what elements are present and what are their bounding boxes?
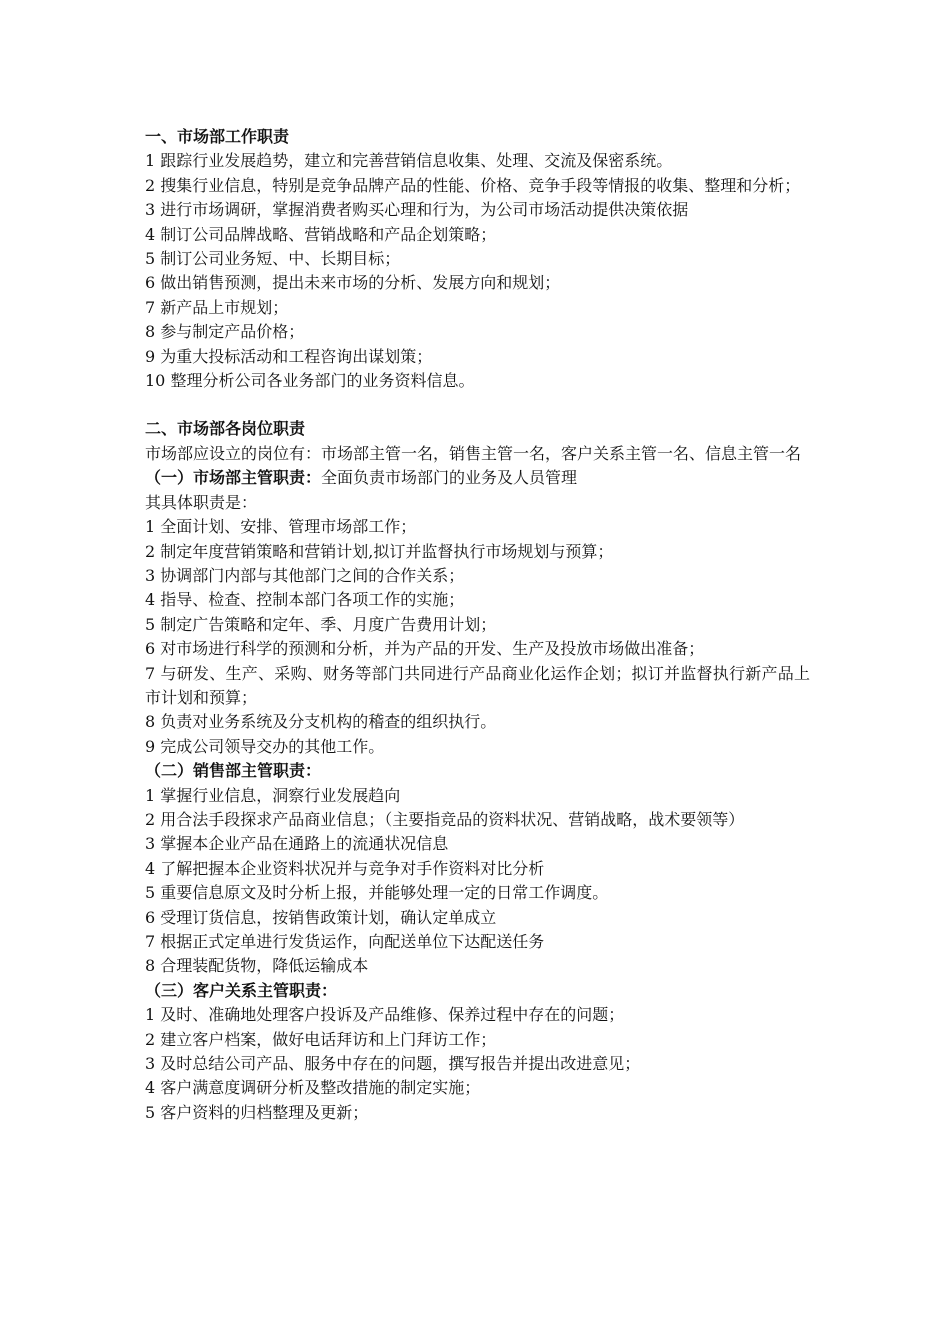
section1-list: [145, 149, 810, 393]
list-item: 2 搜集行业信息，特别是竞争品牌产品的性能、价格、竞争手段等情报的收集、整理和分析；: [145, 175, 801, 195]
sub1-lead: 其具体职责是：: [145, 492, 258, 512]
list-item: 5 制订公司业务短、中、长期目标；: [145, 249, 401, 269]
section2-intro: 市场部应设立的岗位有：市场部主管一名，销售主管一名，客户关系主管一名、信息主管一名: [145, 443, 802, 463]
list-item: 8 负责对业务系统及分支机构的稽查的组织执行。: [145, 712, 497, 732]
list-item: 6 对市场进行科学的预测和分析，并为产品的开发、生产及投放市场做出准备；: [145, 639, 705, 659]
list-item: 5 制定广告策略和定年、季、月度广告费用计划；: [145, 614, 497, 634]
list-item: 1 全面计划、安排、管理市场部工作；: [145, 517, 417, 537]
list-item: 4 了解把握本企业资料状况并与竞争对手作资料对比分析: [145, 858, 545, 878]
list-item: 5 客户资料的归档整理及更新；: [145, 1102, 369, 1122]
section2-title: 二、市场部各岗位职责: [145, 419, 306, 439]
list-item: 1 及时、准确地处理客户投诉及产品维修、保养过程中存在的问题；: [145, 1005, 625, 1025]
list-item: 8 合理装配货物，降低运输成本: [145, 956, 369, 976]
list-item: 6 做出销售预测，提出未来市场的分析、发展方向和规划；: [145, 273, 561, 293]
list-item: 3 进行市场调研，掌握消费者购买心理和行为，为公司市场活动提供决策依据: [145, 200, 689, 220]
list-item: 3 掌握本企业产品在通路上的流通状况信息: [145, 834, 449, 854]
list-item: 7 与研发、生产、采购、财务等部门共同进行产品商业化运作企划；拟订并监督执行新产品上市计划和预算；: [145, 663, 810, 707]
section1-title: 一、市场部工作职责: [145, 127, 290, 146]
list-item: 4 客户满意度调研分析及整改措施的制定实施；: [145, 1078, 481, 1098]
list-item: 2 建立客户档案，做好电话拜访和上门拜访工作；: [145, 1029, 497, 1049]
list-item: 2 用合法手段探求产品商业信息；（主要指竞品的资料状况、营销战略，战术要领等）: [145, 809, 745, 829]
list-item: 1 掌握行业信息，洞察行业发展趋向: [145, 785, 401, 805]
list-item: 3 协调部门内部与其他部门之间的合作关系；: [145, 565, 465, 585]
list-item: 5 重要信息原文及时分析上报，并能够处理一定的日常工作调度。: [145, 883, 609, 903]
list-item: 3 及时总结公司产品、服务中存在的问题，撰写报告并提出改进意见；: [145, 1054, 641, 1074]
list-item: 4 制订公司品牌战略、营销战略和产品企划策略；: [145, 224, 497, 244]
list-item: 7 根据正式定单进行发货运作，向配送单位下达配送任务: [145, 932, 545, 951]
sub1-title: （一）市场部主管职责：: [145, 468, 322, 488]
sub2-title: （二）销售部主管职责：: [145, 761, 322, 781]
sub3-list: [145, 1003, 810, 1125]
sub1-heading: [145, 466, 810, 490]
list-item: 10 整理分析公司各业务部门的业务资料信息。: [145, 371, 475, 391]
sub1-list: [145, 515, 810, 759]
list-item: 2 制定年度营销策略和营销计划,拟订并监督执行市场规划与预算；: [145, 541, 614, 561]
sub3-title: （三）客户关系主管职责：: [145, 980, 338, 1000]
list-item: 8 参与制定产品价格；: [145, 322, 305, 342]
list-item: 7 新产品上市规划；: [145, 297, 289, 317]
list-item: 9 完成公司领导交办的其他工作。: [145, 736, 385, 756]
list-item: 1 跟踪行业发展趋势，建立和完善营销信息收集、处理、交流及保密系统。: [145, 151, 673, 171]
list-item: 4 指导、检查、控制本部门各项工作的实施；: [145, 590, 465, 610]
section-spacer: [145, 393, 810, 417]
sub2-list: [145, 784, 810, 979]
list-item: 6 受理订货信息，按销售政策计划，确认定单成立: [145, 907, 497, 927]
document-page: [145, 125, 810, 1125]
sub1-title-suffix: 全面负责市场部门的业务及人员管理: [321, 468, 578, 488]
list-item: 9 为重大投标活动和工程咨询出谋划策；: [145, 346, 433, 366]
